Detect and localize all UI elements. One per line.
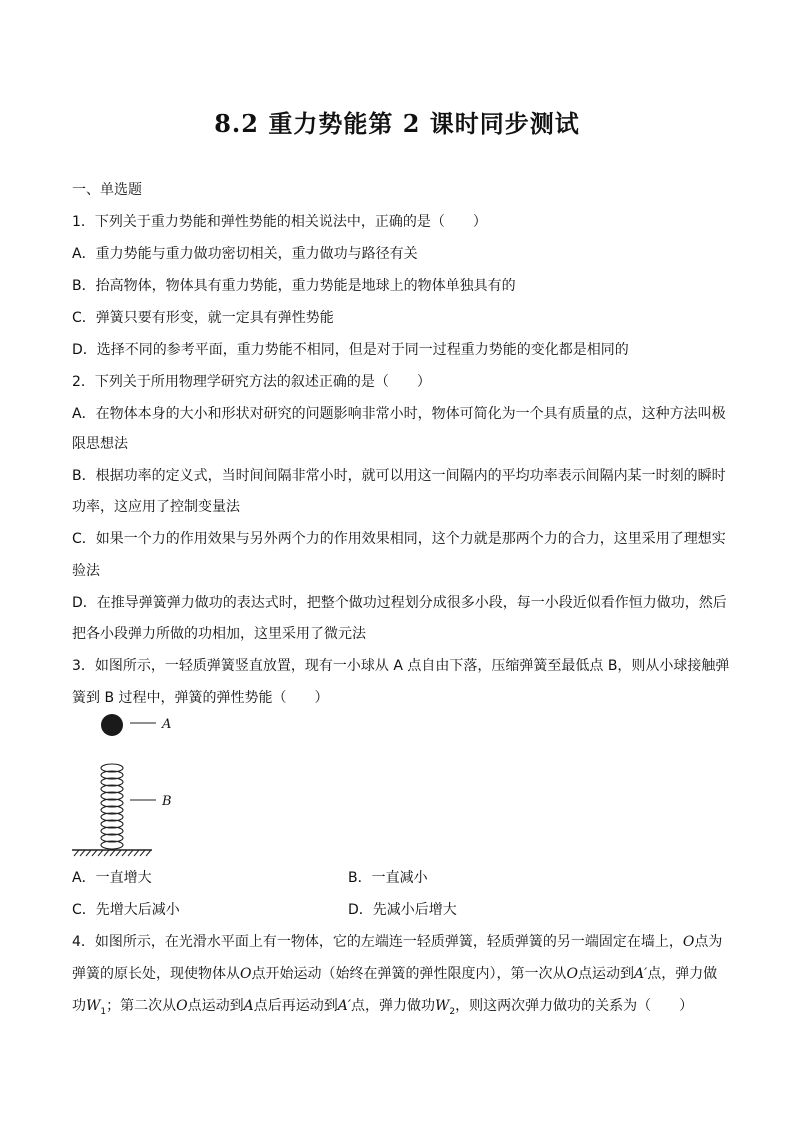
spring-ball-figure [72,706,192,860]
q2-option-d-line2: 把各小段弹力所做的功相加，这里采用了微元法 [72,626,366,642]
q2-option-b-line2: 功率，这应用了控制变量法 [72,499,240,515]
q1-stem: 1．下列关于重力势能和弹性势能的相关说法中，正确的是（ ） [72,214,487,230]
q3-stem-line2: 簧到 B 过程中，弹簧的弹性势能（ ） [72,690,329,706]
q3-option-d: D．先减小后增大 [348,902,457,918]
ball-icon [101,714,123,736]
q2-option-c-line1: C．如果一个力的作用效果与另外两个力的作用效果相同，这个力就是那两个力的合力，这里采用了理想实 [72,531,726,547]
label-b: B [162,794,172,809]
q2-option-a-line1: A．在物体本身的大小和形状对研究的问题影响非常小时，物体可简化为一个具有质量的点，这种方法叫极 [72,406,726,422]
q4-stem-line3: 功$W_1$；第二次从O点运动到A点后再运动到A′点，弹力做功$W_2$，则这两次弹力做功的关系为（ ） [72,998,694,1017]
ground-icon [72,850,152,856]
q4-stem-line1: 4．如图所示，在光滑水平面上有一物体，它的左端连一轻质弹簧，轻质弹簧的另一端固定在墙上，O点为 [72,934,723,950]
label-a: A [162,717,172,732]
q3-stem-line1: 3．如图所示，一轻质弹簧竖直放置，现有一小球从 A 点自由下落，压缩弹簧至最低点 B，则从小球接触弹 [72,658,730,674]
q1-option-a: A．重力势能与重力做功密切相关，重力做功与路径有关 [72,246,418,262]
q1-option-c: C．弹簧只要有形变，就一定具有弹性势能 [72,310,334,326]
page-title: 8.2 重力势能第 2 课时同步测试 [214,109,580,138]
q2-option-a-line2: 限思想法 [72,436,128,452]
q2-option-c-line2: 验法 [72,563,100,579]
q3-option-a: A．一直增大 [72,870,152,886]
q4-stem-line2: 弹簧的原长处，现使物体从O点开始运动（始终在弹簧的弹性限度内），第一次从O点运动到A′点，弹力做 [72,966,718,982]
q1-option-b: B．抬高物体，物体具有重力势能，重力势能是地球上的物体单独具有的 [72,278,516,294]
q2-stem: 2．下列关于所用物理学研究方法的叙述正确的是（ ） [72,374,431,390]
q3-option-b: B．一直减小 [348,870,428,886]
spring-icon [101,764,123,849]
q2-option-d-line1: D．在推导弹簧弹力做功的表达式时，把整个做功过程划分成很多小段，每一小段近似看作恒力做功，然后 [72,595,727,611]
q2-option-b-line1: B．根据功率的定义式，当时间间隔非常小时，就可以用这一间隔内的平均功率表示间隔内某一时刻的瞬时 [72,468,726,484]
section-heading: 一、单选题 [72,182,142,198]
q3-option-c: C．先增大后减小 [72,902,180,918]
q1-option-d: D．选择不同的参考平面，重力势能不相同，但是对于同一过程重力势能的变化都是相同的 [72,342,629,358]
